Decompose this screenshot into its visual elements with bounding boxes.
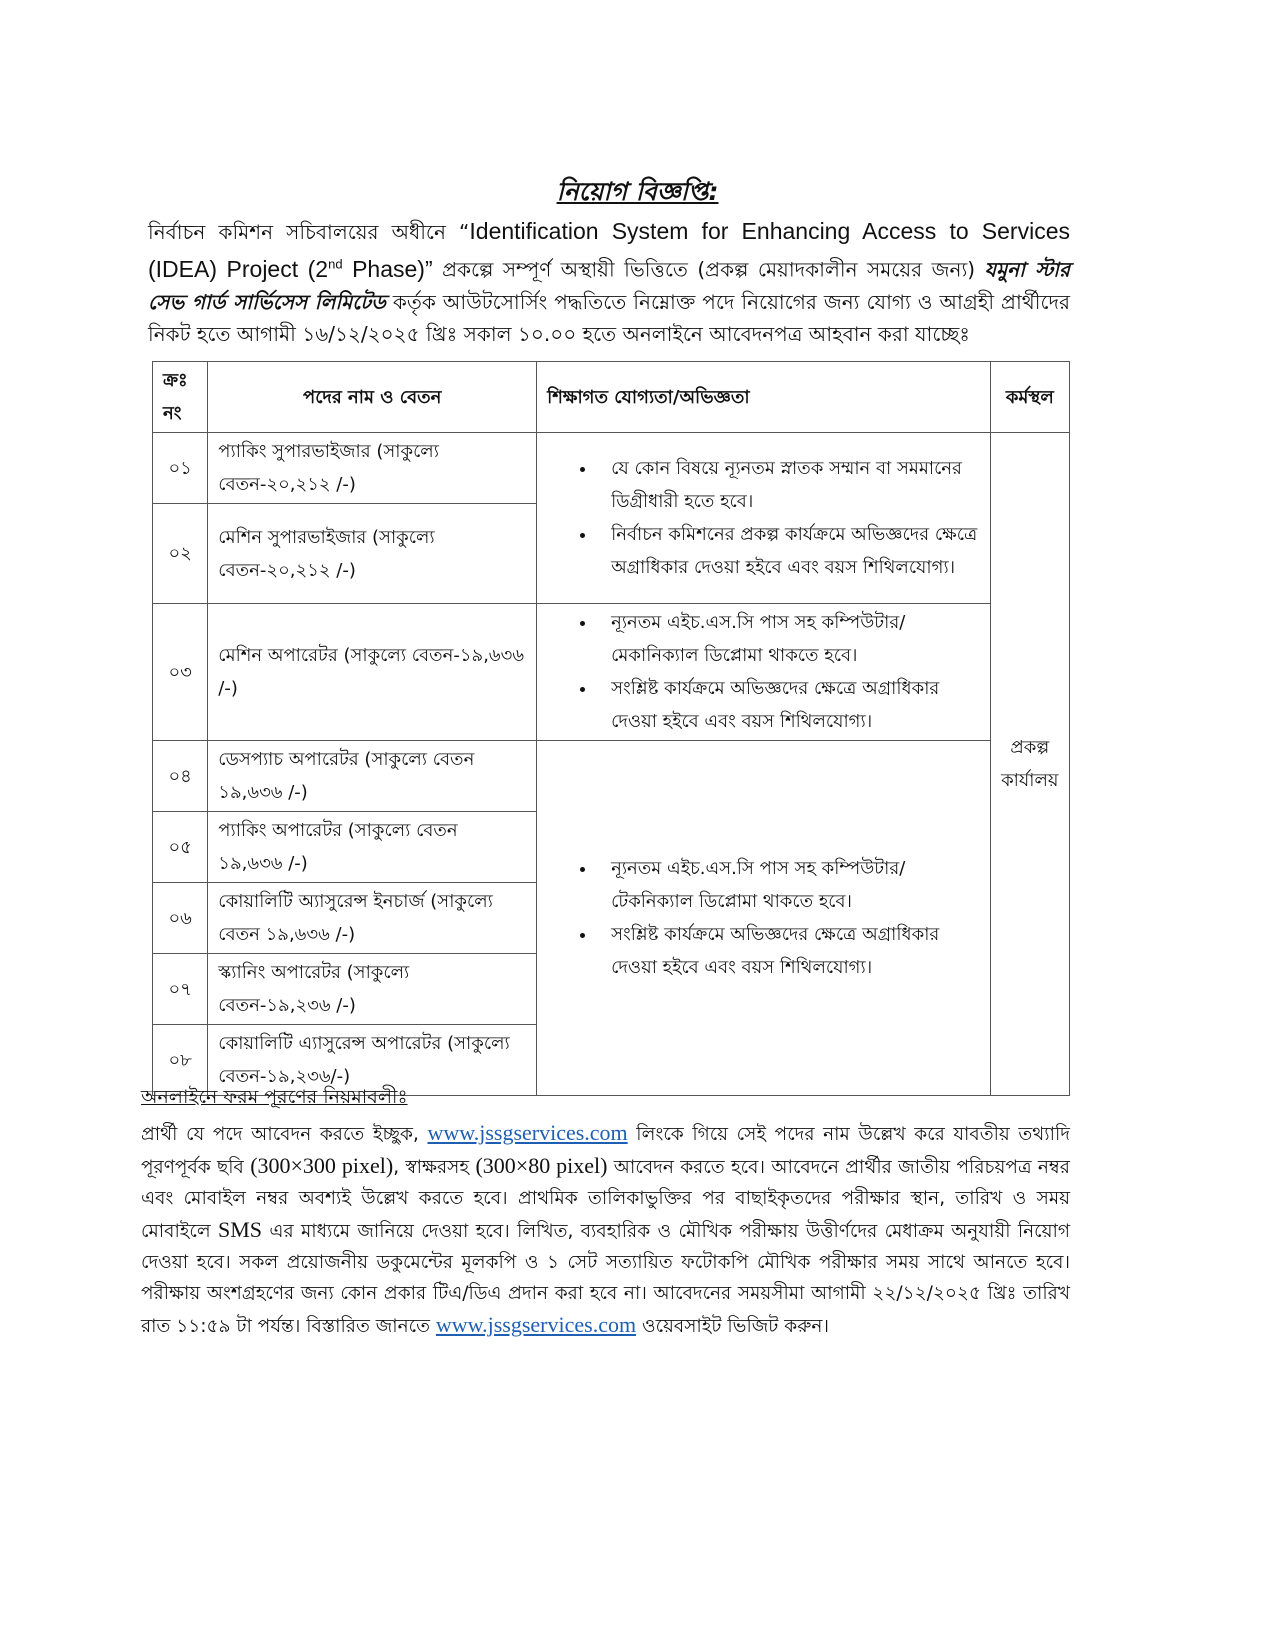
- intro-paragraph: [148, 215, 1070, 350]
- row-serial: ০৬: [153, 883, 208, 954]
- notice-title-wrap: [0, 172, 1275, 215]
- row-serial: ০৭: [153, 954, 208, 1025]
- header-post: পদের নাম ও বেতন: [208, 362, 537, 433]
- row-serial: ০২: [153, 504, 208, 604]
- row-serial: ০১: [153, 433, 208, 504]
- intro-text-1: নির্বাচন কমিশন সচিবালয়ের অধীনে “: [148, 220, 470, 244]
- company-name: যমুনা স্টার সেভ গার্ড সার্ভিসেস লিমিটেড: [148, 257, 1070, 314]
- workplace-cell: প্রকল্প কার্যালয়: [990, 433, 1069, 1096]
- table-header-row: [153, 362, 1070, 433]
- rules-text-6: ওয়েবসাইট ভিজিট করুন।: [636, 1316, 830, 1337]
- job-table: [152, 361, 1070, 1096]
- row-post: প্যাকিং সুপারভাইজার (সাকুল্যে বেতন-২০,২১২ /-): [208, 433, 537, 504]
- row-serial: ০৩: [153, 604, 208, 741]
- qualification-bullet: • যে কোন বিষয়ে ন্যূনতম স্নাতক সম্মান বা সমমানের ডিগ্রীধারী হতে হবে।: [597, 452, 979, 518]
- rules-text-4: আবেদন করতে হবে। আবেদনে প্রার্থীর জাতীয় পরিচয়পত্র নম্বর এবং মোবাইল নম্বর অবশ্যই উল্লেখ করতে হবে। প্রাথমিক তালিকাভুক্তির পর বাছাইকৃতদের পরীক্ষার স্থান, তারিখ ও সময় মোবাইলে: [141, 1157, 1070, 1242]
- project-sup: nd: [328, 256, 343, 271]
- qualification-bullet: • ন্যূনতম এইচ.এস.সি পাস সহ কম্পিউটার/ মেকানিক্যাল ডিপ্লোমা থাকতে হবে।: [597, 606, 979, 672]
- rules-text-2: লিংকে গিয়ে সেই পদের নাম উল্লেখ করে যাবতীয় তথ্যাদি পূরণপূর্বক ছবি: [141, 1124, 1070, 1178]
- row-serial: ০৫: [153, 812, 208, 883]
- header-qualification: শিক্ষাগত যোগ্যতা/অভিজ্ঞতা: [537, 362, 990, 433]
- rules-text-3: , স্বাক্ষরসহ: [393, 1157, 476, 1178]
- row-post: স্ক্যানিং অপারেটর (সাকুল্যে বেতন-১৯,২৩৬ /-): [208, 954, 537, 1025]
- notice-title: নিয়োগ বিজ্ঞপ্তি:: [556, 177, 719, 206]
- header-serial: ক্রঃ নং: [153, 362, 208, 433]
- rules-title: অনলাইনে ফরম পূরণের নিয়মাবলীঃ: [141, 1086, 408, 1108]
- row-post: প্যাকিং অপারেটর (সাকুল্যে বেতন ১৯,৬৩৬ /-): [208, 812, 537, 883]
- qualification-bullet: • সংশ্লিষ্ট কার্যক্রমে অভিজ্ঞদের ক্ষেত্রে অগ্রাধিকার দেওয়া হইবে এবং বয়স শিথিলযোগ্য।: [597, 918, 979, 984]
- qualification-group-2: [537, 604, 990, 741]
- signature-size: (300×80 pixel): [475, 1153, 608, 1178]
- rules-paragraph: [141, 1117, 1070, 1342]
- project-name-text: Identification System for Enhancing Access to Services (IDEA) Project (2: [148, 218, 1070, 282]
- intro-text-2: প্রকল্পে সম্পূর্ণ অস্থায়ী ভিত্তিতে (প্রকল্প মেয়াদকালীন সময়ের জন্য): [432, 257, 985, 282]
- photo-size: (300×300 pixel): [250, 1153, 394, 1178]
- rules-text-5: এর মাধ্যমে জানিয়ে দেওয়া হবে। লিখিত, ব্যবহারিক ও মৌখিক পরীক্ষায় উত্তীর্ণদের মেধাক্রম অনুযায়ী নিয়োগ দেওয়া হবে। সকল প্রয়োজনীয় ডকুমেন্টের মূলকপি ও ১ সেট সত্যায়িত ফটোকপি মৌখিক পরীক্ষার সময় সাথে আনতে হবে। পরীক্ষায় অংশগ্রহণের জন্য কোন প্রকার টিএ/ডিএ প্রদান করা হবে না। আবেদনের সময়সীমা আগামী ২২/১২/২০২৫ খ্রিঃ তারিখ রাত ১১:৫৯ টা পর্যন্ত। বিস্তারিত জানতে: [141, 1221, 1070, 1337]
- row-serial: ০৪: [153, 741, 208, 812]
- row-post: ডেসপ্যাচ অপারেটর (সাকুল্যে বেতন ১৯,৬৩৬ /-): [208, 741, 537, 812]
- qualification-bullet: • সংশ্লিষ্ট কার্যক্রমে অভিজ্ঞদের ক্ষেত্রে অগ্রাধিকার দেওয়া হইবে এবং বয়স শিথিলযোগ্য।: [597, 672, 979, 738]
- row-post: কোয়ালিটি এ্যাসুরেন্স অপারেটর (সাকুল্যে বেতন-১৯,২৩৬/-): [208, 1025, 537, 1096]
- table-row: [153, 741, 1070, 812]
- header-workplace: কর্মস্থল: [990, 362, 1069, 433]
- row-post: মেশিন সুপারভাইজার (সাকুল্যে বেতন-২০,২১২ /-): [208, 504, 537, 604]
- table-row: [153, 433, 1070, 504]
- row-serial: ০৮: [153, 1025, 208, 1096]
- table-row: [153, 604, 1070, 741]
- website-link-2[interactable]: www.jssgservices.com: [435, 1312, 637, 1337]
- project-name-end: Phase)”: [342, 255, 433, 282]
- row-post: মেশিন অপারেটর (সাকুল্যে বেতন-১৯,৬৩৬ /-): [208, 604, 537, 741]
- intro-text-3: কর্তৃক আউটসোর্সিং পদ্ধতিতে নিম্নোক্ত পদে নিয়োগের জন্য যোগ্য ও আগ্রহী প্রার্থীদের নিকট হতে আগামী ১৬/১২/২০২৫ খ্রিঃ সকাল ১০.০০ হতে অনলাইনে আবেদনপত্র আহবান করা যাচ্ছেঃ: [148, 289, 1070, 346]
- qualification-group-1: [537, 433, 990, 604]
- qualification-bullet: • ন্যূনতম এইচ.এস.সি পাস সহ কম্পিউটার/ টেকনিক্যাল ডিপ্লোমা থাকতে হবে।: [597, 852, 979, 918]
- sms-label: SMS: [217, 1217, 263, 1242]
- qualification-group-3: [537, 741, 990, 1096]
- qualification-bullet: • নির্বাচন কমিশনের প্রকল্প কার্যক্রমে অভিজ্ঞদের ক্ষেত্রে অগ্রাধিকার দেওয়া হইবে এবং বয়স শিথিলযোগ্য।: [597, 518, 979, 584]
- rules-text-1: প্রার্থী যে পদে আবেদন করতে ইচ্ছুক,: [141, 1124, 428, 1145]
- row-post: কোয়ালিটি অ্যাসুরেন্স ইনচার্জ (সাকুল্যে বেতন ১৯,৬৩৬ /-): [208, 883, 537, 954]
- website-link[interactable]: www.jssgservices.com: [427, 1120, 628, 1145]
